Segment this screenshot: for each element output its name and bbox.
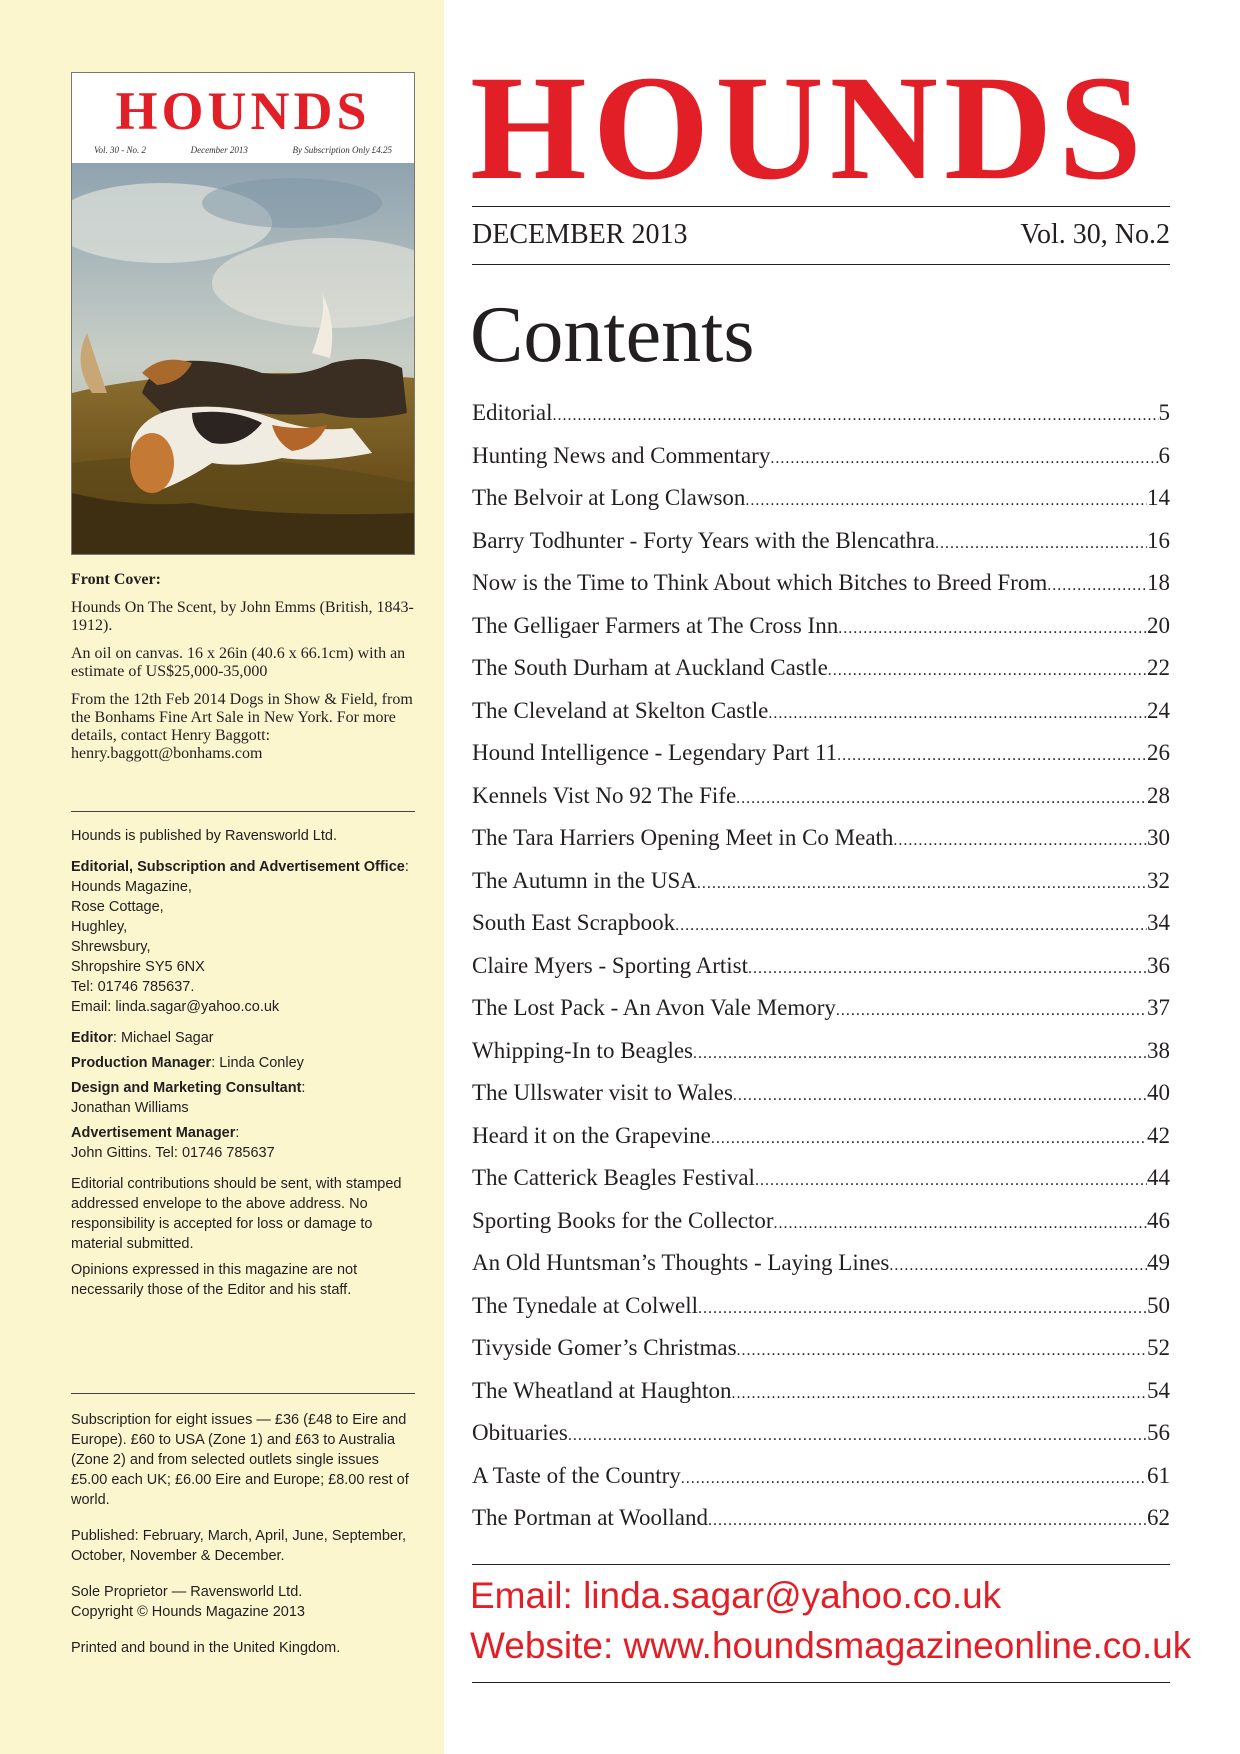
toc-item-page: 44 [1147,1165,1170,1190]
toc-item[interactable] [472,1372,1170,1415]
issue-volume: Vol. 30, No.2 [1020,219,1170,250]
toc-leader [837,737,1147,775]
toc-leader [748,950,1147,988]
advert-label: Advertisement Manager [71,1125,236,1141]
toc-item-page: 18 [1147,570,1170,595]
toc-item-title: Barry Todhunter - Forty Years with the Blencathra [472,527,935,553]
toc-item-title: Hound Intelligence - Legendary Part 11 [472,740,838,765]
toc-item[interactable] [472,1287,1170,1330]
contact-email[interactable]: Email: linda.sagar@yahoo.co.uk [470,1575,1002,1616]
toc-item-page: 26 [1147,740,1170,765]
toc-item[interactable] [472,692,1170,735]
issue-info [472,218,1170,252]
masthead-title: HOUNDS [470,45,1148,211]
toc-item-title: Whipping-In to Beagles [472,1037,694,1063]
toc-item[interactable] [472,607,1170,650]
toc-leader [755,1162,1147,1200]
hounds-painting-image [72,163,415,555]
toc-leader [828,652,1147,690]
toc-item-title: A Taste of the Country [472,1462,681,1488]
toc-item-page: 46 [1147,1207,1170,1233]
editor-value: : Michael Sagar [112,1030,214,1046]
toc-item[interactable] [472,1457,1170,1500]
toc-item-title: The Belvoir at Long Clawson [472,485,746,510]
toc-leader [745,482,1147,520]
toc-leader [675,907,1147,945]
front-cover-medium: An oil on canvas. 16 x 26in (40.6 x 66.1cm) with an estimate of US$25,000-35,000 [71,645,406,680]
toc-item-title: Heard it on the Grapevine [472,1122,711,1148]
toc-leader [711,1120,1147,1158]
design-label: Design and Marketing Consultant [71,1080,302,1096]
toc-item-title: The Tynedale at Colwell [472,1292,698,1318]
toc-leader [889,1247,1147,1285]
address-line: Rose Cottage, [71,899,164,915]
toc-item-page: 28 [1147,782,1170,808]
subscription-info [71,1410,415,1669]
toc-leader [838,610,1147,648]
toc-leader [836,992,1147,1030]
toc-item-page: 61 [1147,1462,1170,1488]
footer-rule-bottom [472,1682,1170,1683]
toc-item-page: 14 [1147,485,1170,510]
toc-item[interactable] [472,437,1170,480]
toc-item[interactable] [472,777,1170,820]
toc-item-title: The Portman at Woolland [472,1505,708,1530]
toc-leader [737,1332,1147,1370]
toc-item-page: 54 [1147,1377,1170,1403]
published-by: Hounds is published by Ravensworld Ltd. [71,828,337,844]
toc-item-title: Kennels Vist No 92 The Fife [472,782,737,808]
toc-leader [893,822,1147,860]
front-cover-thumbnail[interactable] [71,72,415,555]
toc-item-page: 20 [1147,612,1170,638]
footer-rule-top [472,1564,1170,1565]
front-cover-painting: Hounds On The Scent, by John Emms (British, 1843-1912). [71,599,414,634]
toc-item[interactable] [472,947,1170,990]
toc-leader [693,1035,1147,1073]
toc-leader [698,1290,1147,1328]
office-heading: Editorial, Subscription and Advertisement Office [71,859,405,875]
sidebar-divider [71,811,415,812]
toc-item-page: 5 [1158,400,1170,425]
office-email[interactable]: Email: linda.sagar@yahoo.co.uk [71,999,280,1015]
toc-item-page: 42 [1147,1122,1170,1148]
toc-item-title: The Wheatland at Haughton [472,1377,732,1403]
toc-item-title: The Tara Harriers Opening Meet in Co Meath [472,825,894,850]
toc-item-title: Now is the Time to Think About which Bitches to Breed From [472,570,1048,595]
toc-item-page: 6 [1158,442,1170,468]
editor-label: Editor [71,1030,113,1046]
toc-item-title: The Lost Pack - An Avon Vale Memory [472,995,836,1020]
sidebar-divider [71,1393,415,1394]
published-months: Published: February, March, April, June, September, October, November & December. [71,1528,407,1564]
toc-item[interactable] [472,1117,1170,1160]
toc-item-title: The Gelligaer Farmers at The Cross Inn [472,612,839,638]
sole-proprietor: Sole Proprietor — Ravensworld Ltd. [71,1584,303,1600]
table-of-contents [472,394,1170,1542]
toc-item-title: The Ullswater visit to Wales [472,1080,733,1105]
toc-item[interactable] [472,1499,1170,1542]
toc-item[interactable] [472,1074,1170,1117]
toc-item-page: 38 [1147,1037,1170,1063]
toc-item[interactable] [472,819,1170,862]
toc-leader [697,865,1147,903]
toc-item-title: The Catterick Beagles Festival [472,1165,755,1190]
header-rule-top [472,206,1170,207]
front-cover-sale: From the 12th Feb 2014 Dogs in Show & Field, from the Bonhams Fine Art Sale in New York. For more details, contact Henry Baggott: henry.baggott@bonhams.com [71,691,413,762]
toc-leader [770,440,1158,478]
sidebar [0,0,444,1754]
toc-item[interactable] [472,522,1170,565]
copyright: Copyright © Hounds Magazine 2013 [71,1604,305,1620]
toc-item-page: 37 [1147,995,1170,1020]
toc-leader [736,780,1147,818]
opinions-note: Opinions expressed in this magazine are not necessarily those of the Editor and his staff. [71,1262,358,1298]
toc-item-page: 36 [1147,952,1170,978]
toc-item-title: The Cleveland at Skelton Castle [472,697,769,723]
toc-item[interactable] [472,1032,1170,1075]
toc-item[interactable] [472,479,1170,522]
toc-leader [768,695,1147,733]
toc-item-page: 22 [1147,655,1170,680]
toc-item[interactable] [472,564,1170,607]
contributions-note: Editorial contributions should be sent, with stamped addressed envelope to the above address. No responsibility is accepted for loss or damage to material submitted. [71,1176,402,1252]
toc-item-page: 52 [1147,1335,1170,1360]
toc-leader [552,397,1158,435]
production-value: : Linda Conley [211,1055,304,1071]
toc-item[interactable] [472,904,1170,947]
toc-item[interactable] [472,1414,1170,1457]
toc-item-page: 56 [1147,1420,1170,1445]
toc-leader [681,1460,1147,1498]
production-label: Production Manager [71,1055,212,1071]
toc-leader [732,1375,1147,1413]
toc-item[interactable] [472,862,1170,905]
advert-colon: : [235,1125,240,1141]
subscription-text: Subscription for eight issues — £36 (£48 to Eire and Europe). £60 to USA (Zone 1) and £63 to Australia (Zone 2) and from selected outlets single issues £5.00 each UK; £6.00 Eire and Europe; £8.00 rest of world. [71,1412,409,1508]
office-colon: : [404,859,409,875]
cover-meta [94,145,392,155]
toc-item[interactable] [472,1244,1170,1287]
toc-item[interactable] [472,394,1170,437]
address-line: Hughley, [71,919,128,935]
toc-item[interactable] [472,734,1170,777]
toc-item-title: The South Durham at Auckland Castle [472,655,828,680]
toc-item-page: 34 [1147,910,1170,935]
header-rule-bottom [472,264,1170,265]
advert-value: John Gittins. Tel: 01746 785637 [71,1145,275,1161]
cover-price: By Subscription Only £4.25 [292,145,392,155]
toc-leader [568,1417,1147,1455]
toc-item-page: 50 [1147,1292,1170,1318]
toc-item-title: Claire Myers - Sporting Artist [472,952,748,978]
toc-item-title: Tivyside Gomer’s Christmas [472,1335,737,1360]
toc-item[interactable] [472,1329,1170,1372]
toc-item-page: 32 [1147,867,1170,893]
toc-leader [1047,567,1147,605]
toc-item[interactable] [472,1202,1170,1245]
design-value: Jonathan Williams [71,1100,189,1116]
address-line: Hounds Magazine, [71,879,192,895]
printed-note: Printed and bound in the United Kingdom. [71,1640,341,1656]
toc-item-title: Editorial [472,400,553,425]
office-phone: Tel: 01746 785637. [71,979,195,995]
toc-item-page: 40 [1147,1080,1170,1105]
cover-date: December 2013 [190,145,248,155]
cover-title: HOUNDS [115,81,371,141]
toc-item-title: South East Scrapbook [472,910,676,935]
cover-volume: Vol. 30 - No. 2 [94,145,147,155]
design-colon: : [301,1080,306,1096]
toc-item-title: The Autumn in the USA [472,867,697,893]
front-cover-caption [71,571,415,773]
issue-date: DECEMBER 2013 [472,219,688,250]
toc-item-page: 24 [1147,697,1170,723]
toc-item-page: 16 [1147,527,1170,553]
contents-heading: Contents [470,291,755,379]
toc-leader [733,1077,1147,1115]
toc-item-title: Sporting Books for the Collector [472,1207,774,1233]
address-line: Shrewsbury, [71,939,151,955]
toc-item-title: Hunting News and Commentary [472,442,771,468]
toc-item-title: An Old Huntsman’s Thoughts - Laying Lines [472,1250,890,1275]
toc-item-page: 30 [1147,825,1170,850]
toc-leader [935,525,1147,563]
toc-leader [774,1205,1147,1243]
toc-item-title: Obituaries [472,1420,568,1445]
toc-item[interactable] [472,649,1170,692]
toc-item-page: 62 [1147,1505,1170,1530]
toc-item-page: 49 [1147,1250,1170,1275]
front-cover-heading: Front Cover: [71,571,161,588]
toc-item[interactable] [472,1159,1170,1202]
address-line: Shropshire SY5 6NX [71,959,205,975]
toc-item[interactable] [472,989,1170,1032]
contact-website[interactable]: Website: www.houndsmagazineonline.co.uk [470,1625,1192,1666]
toc-leader [708,1502,1147,1540]
publisher-info [71,826,415,1311]
